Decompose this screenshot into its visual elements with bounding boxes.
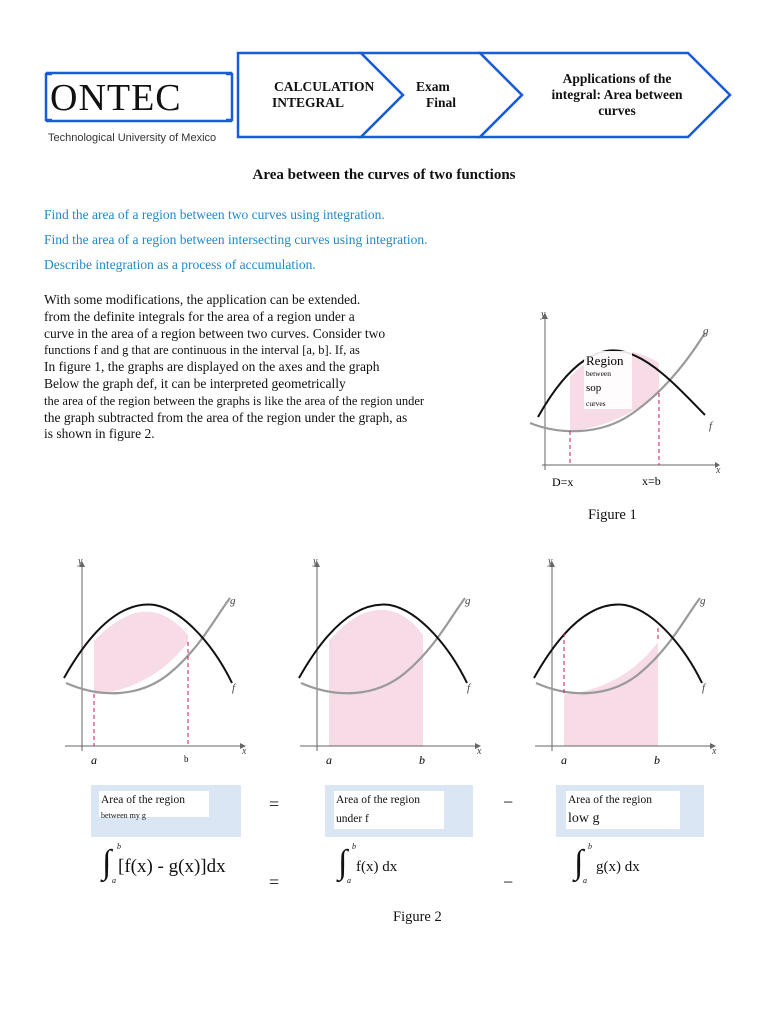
g2c-x: x <box>712 746 717 757</box>
box2-line1: Area of the region <box>336 794 420 806</box>
body-line: is shown in figure 2. <box>44 426 155 442</box>
fig1-g-label: g <box>703 325 709 337</box>
body-line: curve in the area of a region between two curves. Consider two <box>44 325 386 341</box>
int3-lower: a <box>583 876 587 885</box>
formula3-text: g(x) dx <box>596 859 640 875</box>
fig1-f-label: f <box>709 420 713 432</box>
box2-line2: under f <box>336 813 369 825</box>
g2b-y: y <box>313 556 318 567</box>
int2-lower: a <box>347 876 351 885</box>
g2a-b: b <box>184 754 189 764</box>
figure2-graph3 <box>530 553 725 768</box>
step2-line2: Final <box>426 95 457 110</box>
area-box-under-f <box>325 785 473 837</box>
step3-line3: curves <box>598 103 636 118</box>
g2c-curve-f <box>534 605 702 683</box>
body-line: the graph subtracted from the area of the region under the graph, as <box>44 409 408 425</box>
int3-upper: b <box>588 842 592 851</box>
g2a-g: g <box>230 595 236 607</box>
objective-1: Find the area of a region between two curves using integration. <box>44 207 385 222</box>
objective-2: Find the area of a region between intersecting curves using integration. <box>44 232 428 247</box>
box1-line2: between my g <box>101 811 146 820</box>
step3-line1: Applications of the <box>562 71 672 86</box>
formula2-text: f(x) dx <box>356 859 398 875</box>
g2c-b: b <box>654 753 660 767</box>
int1-upper: b <box>117 842 121 851</box>
objective-3: Describe integration as a process of accumulation. <box>44 257 316 272</box>
step1-line2: INTEGRAL <box>272 95 345 110</box>
fig1-region-line2: between <box>586 369 611 378</box>
minus-sign-top: − <box>503 792 514 812</box>
g2b-f: f <box>467 682 471 694</box>
body-line: In figure 1, the graphs are displayed on the axes and the graph <box>44 359 380 375</box>
body-line: from the definite integrals for the area of a region under a <box>44 308 355 324</box>
g2a-f: f <box>232 682 236 694</box>
body-line: With some modifications, the application can be extended. <box>44 292 361 307</box>
g2b-g: g <box>465 595 471 607</box>
box3-line1: Area of the region <box>568 794 652 806</box>
formula-under-g: ∫ b a g(x) dx <box>574 842 640 885</box>
g2a-x: x <box>242 746 247 757</box>
page-title: Area between the curves of two functions <box>252 167 516 183</box>
figure2-caption: Figure 2 <box>393 909 442 925</box>
formula1-text: [f(x) - g(x)]dx <box>118 856 226 877</box>
area-box-under-g <box>556 785 704 837</box>
equals-sign-bottom: = <box>269 872 280 892</box>
g2a-y: y <box>78 556 83 567</box>
step3-line2: integral: Area between <box>551 87 683 102</box>
g2a-a: a <box>91 753 97 767</box>
body-paragraph <box>44 292 484 443</box>
logo-text: ONTEC <box>50 77 182 119</box>
g2c-f: f <box>702 682 706 694</box>
equals-sign-top: = <box>269 794 280 814</box>
g2c-y: y <box>548 556 553 567</box>
box1-line1: Area of the region <box>101 794 185 806</box>
g2c-g: g <box>700 595 706 607</box>
formula-between: ∫ b a [f(x) - g(x)]dx <box>102 842 226 885</box>
formula-under-f: ∫ b a f(x) dx <box>338 842 398 885</box>
step2-line1: Exam <box>416 79 450 94</box>
fig1-region-line4: curves <box>586 399 606 408</box>
figure1-caption: Figure 1 <box>588 507 637 523</box>
fig1-right-label: x=b <box>642 474 661 488</box>
g2b-a: a <box>326 753 332 767</box>
university-name: Technological University of Mexico <box>48 132 217 144</box>
fig1-region-label: Region <box>586 353 624 368</box>
step2-label <box>416 79 456 111</box>
body-line: Below the graph def, it can be interpreted geometrically <box>44 375 346 391</box>
fig1-y-label: y <box>541 309 546 320</box>
body-line: functions f and g that are continuous in the interval [a, b]. If, as <box>44 343 360 358</box>
fig1-left-label: D=x <box>552 475 574 489</box>
figure2-graph2 <box>295 553 490 768</box>
int1-lower: a <box>112 876 116 885</box>
g2c-a: a <box>561 753 567 767</box>
body-line: the area of the region between the graphs is like the area of the region under <box>44 393 425 408</box>
figure2-graph1 <box>60 553 255 768</box>
step1-line1: CALCULATION <box>274 79 375 94</box>
area-box-between <box>91 785 241 837</box>
step3-label <box>532 71 702 119</box>
fig1-x-label: x <box>716 465 721 476</box>
minus-sign-bottom: − <box>503 872 514 892</box>
step1-label <box>274 79 374 111</box>
g2b-x: x <box>477 746 482 757</box>
fig1-region-line3: sop <box>586 382 602 394</box>
figure1-graph <box>520 305 730 495</box>
box3-line2: low g <box>568 811 600 826</box>
int2-upper: b <box>352 842 356 851</box>
g2b-b: b <box>419 753 425 767</box>
